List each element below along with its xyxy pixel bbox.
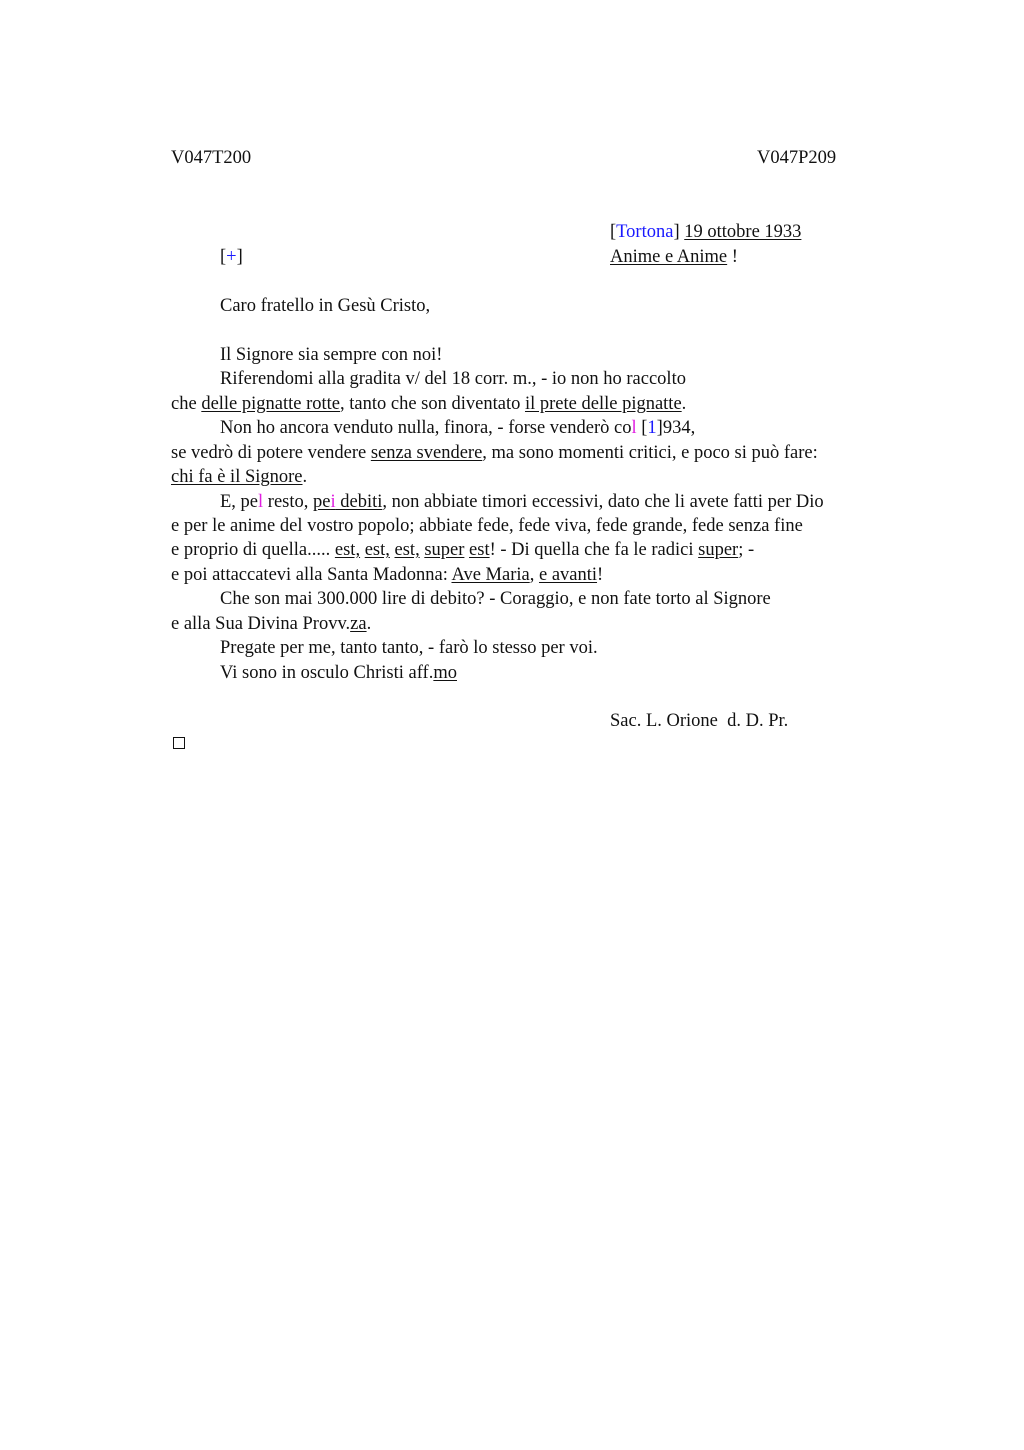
editorial-letter: l <box>631 418 637 438</box>
body-line-2: Riferendomi alla gradita v/ del 18 corr. m., - io non ho raccolto <box>220 369 686 389</box>
underlined-phrase: il prete delle pignatte <box>524 394 682 414</box>
body-line-9: e proprio di quella..... est, est, est, super est! - Di quella che fa le radici super; - <box>171 540 755 560</box>
underlined-phrase: Ave Maria <box>451 565 530 585</box>
editorial-letter: i <box>330 492 336 512</box>
body-line-3: che delle pignatte rotte, tanto che son diventato il prete delle pignatte. <box>171 394 687 414</box>
underlined-abbreviation: mo <box>433 663 457 683</box>
bracket-close: ] <box>673 222 680 242</box>
underlined-phrase: chi fa è il Signore <box>171 467 303 487</box>
place-name: Tortona <box>616 222 674 242</box>
motto-line <box>610 245 738 269</box>
body-line-7: E, pel resto, pei debiti, non abbiate timori eccessivi, dato che li avete fatti per Dio <box>220 492 824 512</box>
bracket-open: [ <box>610 222 617 242</box>
underlined-abbreviation: za <box>350 614 367 634</box>
body-line-12: e alla Sua Divina Provv.za. <box>171 614 372 634</box>
underlined-phrase: delle pignatte rotte <box>201 394 341 414</box>
document-code-right: V047P209 <box>757 148 837 168</box>
underlined-word: est, <box>334 540 361 560</box>
end-box-icon <box>173 737 185 749</box>
underlined-phrase: senza svendere <box>370 443 483 463</box>
underlined-word: est, <box>394 540 420 560</box>
editorial-letter: l <box>258 492 264 512</box>
underlined-word: est, <box>364 540 390 560</box>
letter-date: 19 ottobre 1933 <box>684 222 802 242</box>
salutation: Caro fratello in Gesù Cristo, <box>220 296 431 316</box>
cross-mark <box>220 245 243 269</box>
body-line-5: se vedrò di potere vendere senza svendere, ma sono momenti critici, e poco si può fare: <box>171 443 818 463</box>
underlined-word: super <box>698 540 739 560</box>
underlined-word: super <box>424 540 465 560</box>
underlined-phrase: pei debiti <box>313 492 383 512</box>
motto: Anime e Anime <box>610 247 728 267</box>
cross-bracket-open: [ <box>220 247 227 267</box>
editorial-digit: 1 <box>647 418 657 438</box>
underlined-phrase: e avanti <box>538 565 598 585</box>
body-line-8: e per le anime del vostro popolo; abbiate fede, fede viva, fede grande, fede senza fine <box>171 516 803 536</box>
underlined-word: est <box>469 540 490 560</box>
body-line-1: Il Signore sia sempre con noi! <box>220 345 443 365</box>
body-line-4: Non ho ancora venduto nulla, finora, - forse venderò col [1]934, <box>220 418 696 438</box>
dateline <box>610 220 801 244</box>
document-code-left: V047T200 <box>171 148 252 168</box>
motto-suffix: ! <box>727 247 738 267</box>
body-line-13: Pregate per me, tanto tanto, - farò lo stesso per voi. <box>220 638 598 658</box>
body-line-14: Vi sono in osculo Christi aff.mo <box>220 663 457 683</box>
body-line-6: chi fa è il Signore. <box>171 467 308 487</box>
cross-symbol: + <box>226 247 237 267</box>
signature: Sac. L. Orione d. D. Pr. <box>610 711 789 731</box>
body-line-10: e poi attaccatevi alla Santa Madonna: Ave Maria, e avanti! <box>171 565 604 585</box>
body-line-11: Che son mai 300.000 lire di debito? - Coraggio, e non fate torto al Signore <box>220 589 771 609</box>
cross-bracket-close: ] <box>236 247 243 267</box>
